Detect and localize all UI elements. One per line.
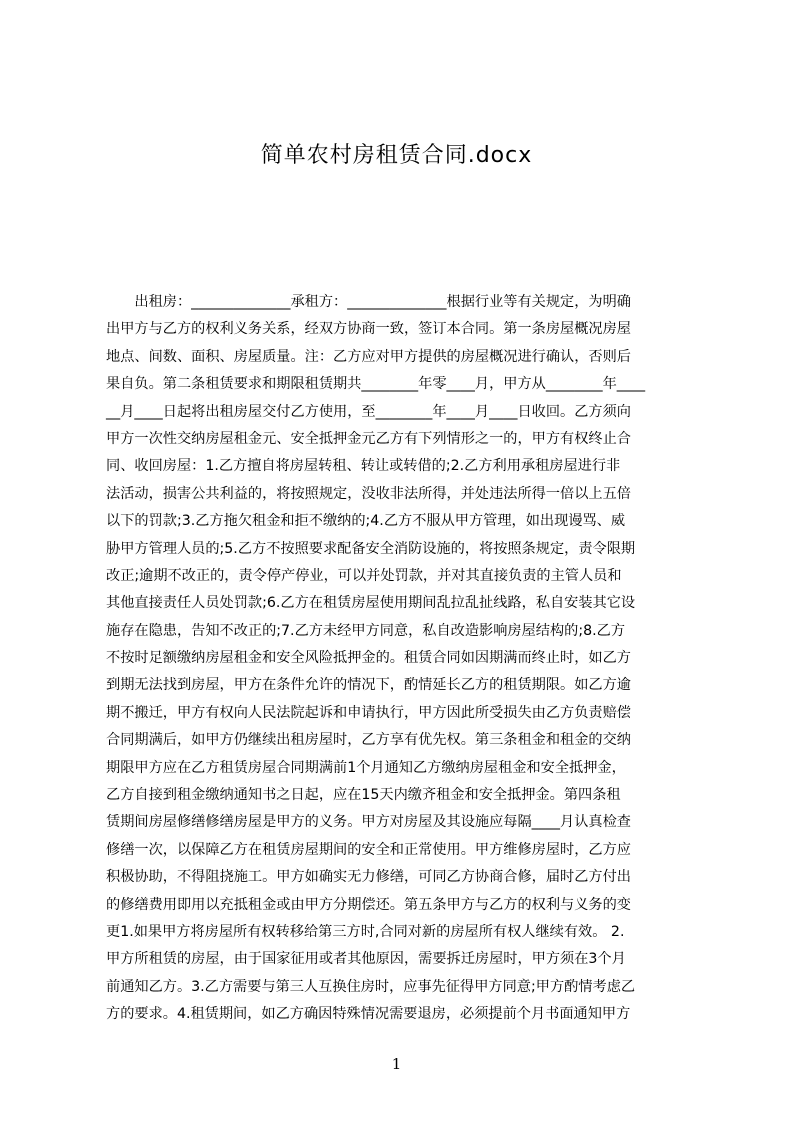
body-line: 地点、间数、面积、房屋质量。注：乙方应对甲方提供的房屋概况进行确认，否则后: [106, 348, 631, 365]
body-line: 以下的罚款;3.乙方拖欠租金和拒不缴纳的;4.乙方不服从甲方管理，如出现谩骂、威: [106, 513, 626, 530]
body-line: 不按时足额缴纳房屋租金和安全风险抵押金的。租赁合同如因期满而终止时，如乙方: [106, 650, 631, 667]
body-line: 赁期间房屋修缮修缮房屋是甲方的义务。甲方对房屋及其设施应每隔____月认真检查: [106, 814, 631, 831]
document-title: 简单农村房租赁合同.docx: [260, 143, 533, 168]
body-line: 合同期满后，如甲方仍继续出租房屋时，乙方享有优先权。第三条租金和租金的交纳: [106, 732, 631, 749]
page-number: 1: [391, 1055, 402, 1073]
body-line: 出租房：______________承租方：______________根据行业等有关规定，为明确: [106, 294, 631, 310]
body-line: 方的要求。4.租赁期间，如乙方确因特殊情况需要退房，必须提前个月书面通知甲方: [106, 1006, 631, 1023]
contract-body: [106, 289, 700, 1023]
body-line: 期不搬迁，甲方有权向人民法院起诉和申请执行，甲方因此所受损失由乙方负责赔偿: [106, 704, 631, 721]
body-line: 甲方所租赁的房屋，由于国家征用或者其他原因，需要拆迁房屋时，甲方须在3个月: [106, 951, 626, 968]
body-line: 积极协助，不得阻挠施工。甲方如确实无力修缮，可同乙方协商合修，届时乙方付出: [106, 869, 631, 886]
body-line: __月____日起将出租房屋交付乙方使用，至________年____月____日收回。乙方须向: [106, 403, 631, 420]
body-line: 的修缮费用即用以充抵租金或由甲方分期偿还。第五条甲方与乙方的权利与义务的变: [106, 896, 631, 913]
body-line: 出甲方与乙方的权利义务关系，经双方协商一致，签订本合同。第一条房屋概况房屋: [106, 321, 631, 338]
body-line: 到期无法找到房屋，甲方在条件允许的情况下，酌情延长乙方的租赁期限。如乙方逾: [106, 677, 631, 694]
body-line: 法活动，损害公共利益的，将按照规定，没收非法所得，并处违法所得一倍以上五倍: [106, 485, 631, 502]
body-line: 同、收回房屋：1.乙方擅自将房屋转租、转让或转借的;2.乙方利用承租房屋进行非: [106, 458, 621, 475]
body-line: 前通知乙方。3.乙方需要与第三人互换住房时，应事先征得甲方同意;甲方酌情考虑乙: [106, 978, 636, 995]
body-line: 乙方自接到租金缴纳通知书之日起，应在15天内缴齐租金和安全抵押金。第四条租: [106, 787, 621, 804]
body-line: 更1.如果甲方将房屋所有权转移给第三方时,合同对新的房屋所有权人继续有效。 2.: [106, 923, 625, 940]
body-line: 其他直接责任人员处罚款;6.乙方在租赁房屋使用期间乱拉乱扯线路，私自安装其它设: [106, 595, 636, 612]
body-line: 施存在隐患，告知不改正的;7.乙方未经甲方同意，私自改造影响房屋结构的;8.乙方: [106, 622, 626, 639]
body-line: 胁甲方管理人员的;5.乙方不按照要求配备安全消防设施的，将按照条规定，责令限期: [106, 540, 636, 557]
body-line: 甲方一次性交纳房屋租金元、安全抵押金元乙方有下列情形之一的，甲方有权终止合: [106, 430, 631, 447]
body-line: 改正;逾期不改正的，责令停产停业，可以并处罚款，并对其直接负责的主管人员和: [106, 567, 622, 584]
body-line: 果自负。第二条租赁要求和期限租赁期共________年零____月，甲方从________年____: [106, 376, 646, 393]
body-line: 修缮一次，以保障乙方在租赁房屋期间的安全和正常使用。甲方维修房屋时，乙方应: [106, 841, 631, 858]
body-line: 期限甲方应在乙方租赁房屋合同期满前1个月通知乙方缴纳房屋租金和安全抵押金，: [106, 759, 626, 776]
